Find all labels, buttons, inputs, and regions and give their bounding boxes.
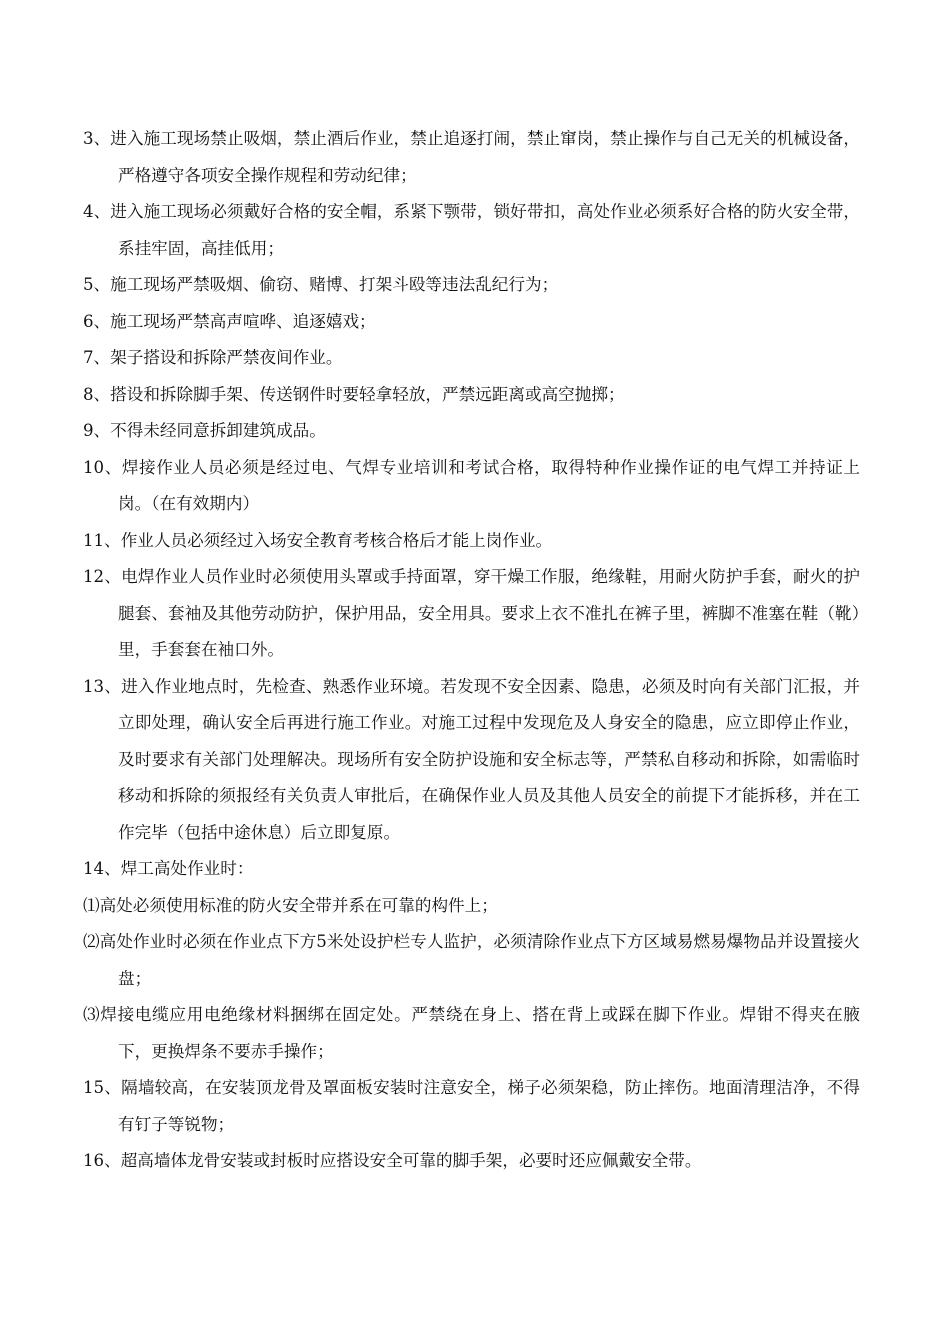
document-body (83, 121, 860, 1180)
paragraph-item-6: 6、施工现场严禁高声喧哗、追逐嬉戏； (83, 311, 376, 331)
paragraph-item-12: 12、电焊作业人员作业时必须使用头罩或手持面罩，穿干燥工作服，绝缘鞋，用耐火防护手套，耐火的护腿套、套袖及其他劳动防护，保护用品，安全用具。要求上衣不准扎在裤子里，裤脚不准塞在鞋（靴）里，手套套在袖口外。 (83, 567, 860, 659)
paragraph-item-5: 5、施工现场严禁吸烟、偷窃、赌博、打架斗殴等违法乱纪行为； (83, 275, 559, 294)
paragraph-item-9: 9、不得未经同意拆卸建筑成品。 (83, 421, 326, 440)
paragraph-item-3: 3、进入施工现场禁止吸烟，禁止酒后作业，禁止追逐打闹，禁止窜岗，禁止操作与自己无关的机械设备，严格遵守各项安全操作规程和劳动纪律； (83, 129, 860, 185)
paragraph-item-8: 8、搭设和拆除脚手架、传送钢件时要轻拿轻放，严禁远距离或高空抛掷； (83, 384, 625, 404)
paragraph-item-10: 10、焊接作业人员必须是经过电、气焊专业培训和考试合格，取得特种作业操作证的电气焊工并持证上岗。（在有效期内） (83, 457, 860, 513)
paragraph-item-16: 16、超高墙体龙骨安装或封板时应搭设安全可靠的脚手架，必要时还应佩戴安全带。 (83, 1151, 702, 1170)
paragraph-item-11: 11、作业人员必须经过入场安全教育考核合格后才能上岗作业。 (83, 530, 553, 550)
paragraph-item-7: 7、架子搭设和拆除严禁夜间作业。 (83, 348, 343, 367)
paragraph-subitem-14-2: ⑵高处作业时必须在作业点下方5米处设护栏专人监护，必须清除作业点下方区域易燃易爆物品并设置接火盘； (83, 932, 860, 988)
paragraph-item-13: 13、进入作业地点时，先检查、熟悉作业环境。若发现不安全因素、隐患，必须及时向有关部门汇报，并立即处理，确认安全后再进行施工作业。对施工过程中发现危及人身安全的隐患，应立即停止作业，及时要求有关部门处理解决。现场所有安全防护设施和安全标志等，严禁私自移动和拆除，如需临时移动和拆除的须报经有关负责人审批后，在确保作业人员及其他人员安全的前提下才能拆移，并在工作完毕（包括中途休息）后立即复原。 (83, 676, 860, 842)
paragraph-item-15: 15、隔墙较高，在安装顶龙骨及罩面板安装时注意安全，梯子必须架稳，防止摔伤。地面清理洁净，不得有钉子等锐物； (83, 1078, 860, 1134)
paragraph-item-4: 4、进入施工现场必须戴好合格的安全帽，系紧下颚带，锁好带扣，高处作业必须系好合格的防火安全带，系挂牢固，高挂低用； (83, 202, 860, 258)
paragraph-item-14: 14、焊工高处作业时： (83, 859, 254, 878)
paragraph-subitem-14-1: ⑴高处必须使用标准的防火安全带并系在可靠的构件上； (83, 895, 498, 915)
paragraph-subitem-14-3: ⑶焊接电缆应用电绝缘材料捆绑在固定处。严禁绕在身上、搭在背上或踩在脚下作业。焊钳不得夹在腋下，更换焊条不要赤手操作； (83, 1005, 860, 1061)
